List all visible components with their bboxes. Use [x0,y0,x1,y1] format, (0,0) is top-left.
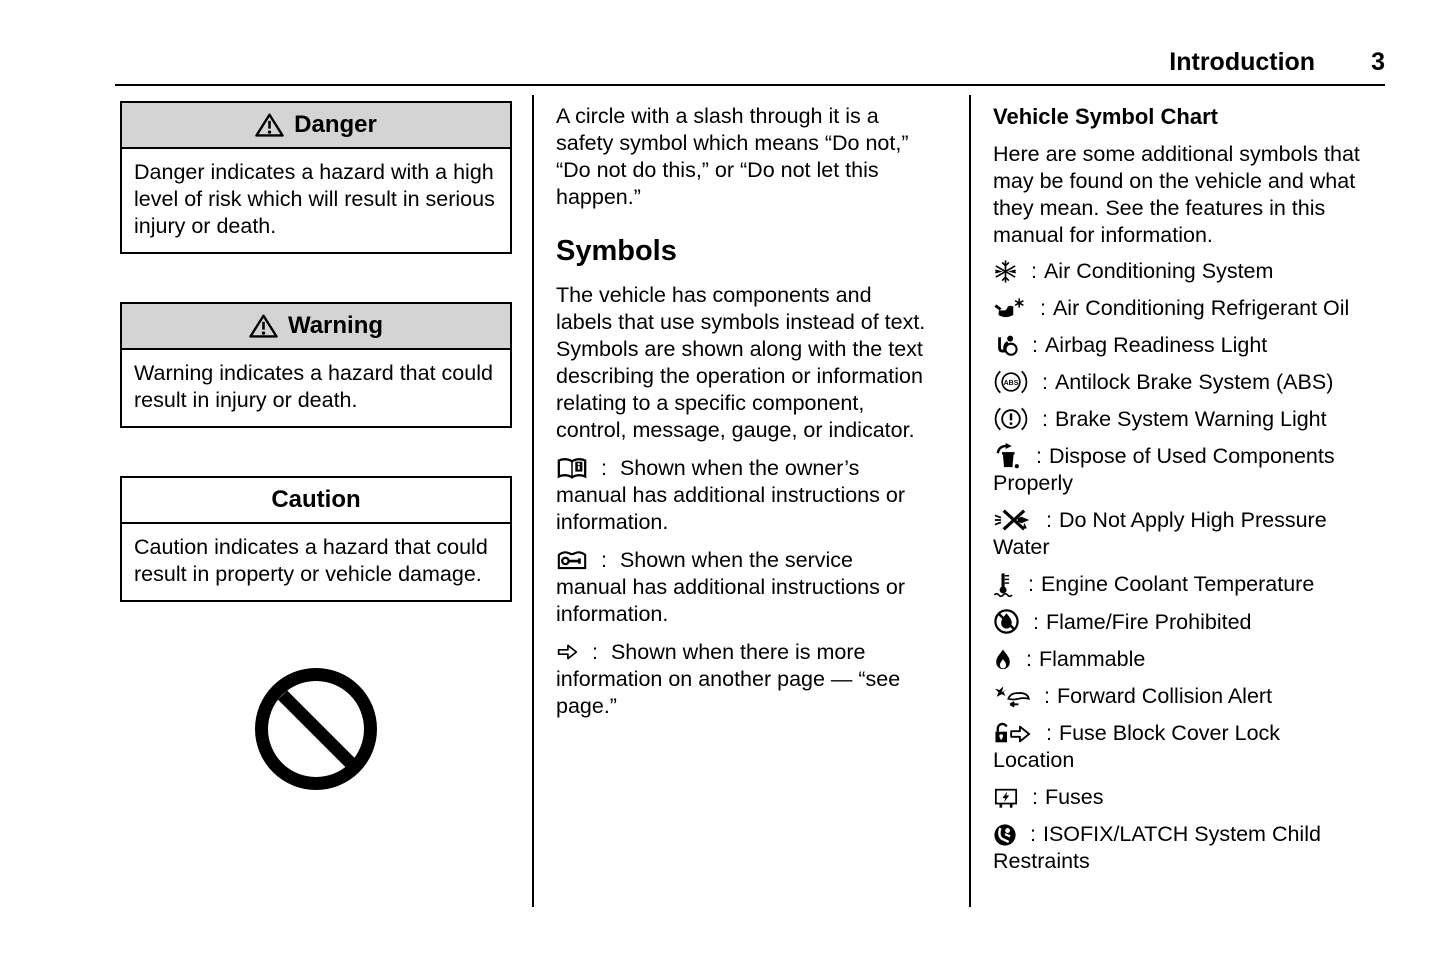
symbol-row-dispose: : Dispose of Used Components Properly [993,444,1335,495]
danger-box-header [122,103,510,149]
middle-column [556,101,926,731]
symbols-heading: Symbols [556,235,677,267]
svg-text:ABS: ABS [1003,379,1019,387]
caution-box-title: Caution [271,486,361,513]
flame-prohibited-icon [993,608,1020,635]
circle-slash-paragraph: A circle with a slash through it is a safety symbol which means “Do not,” “Do not do this,” or “Do not let this happen.” [556,104,909,209]
airbag-readiness-icon [993,334,1019,358]
symbol-label: Engine Coolant Temperature [1040,572,1315,596]
warning-triangle-icon [249,313,278,339]
symbol-row-brake-warning [993,406,1367,433]
symbol-row-flame-prohibited [993,608,1367,636]
symbol-row-ac-refrigerant-oil [993,295,1367,322]
legend-text: Shown when the service manual has additional instructions or information. [556,548,905,626]
warning-box [120,302,512,428]
symbol-label: Airbag Readiness Light [1044,333,1268,357]
warning-box-title: Warning [287,312,384,339]
symbol-label: Antilock Brake System (ABS) [1054,370,1334,394]
separator: : [1029,822,1036,846]
owner-manual-book-icon [556,456,588,481]
dispose-components-icon [993,443,1023,469]
symbol-label: Fuses [1044,785,1104,809]
separator: : [1030,259,1037,283]
separator: : [1041,407,1048,431]
symbol-row-fuse-block-lock: : Fuse Block Cover Lock Location [993,721,1281,772]
caution-box [120,476,512,602]
separator: : [1043,684,1050,708]
symbol-label: Fuse Block Cover Lock [1058,721,1281,745]
prohibition-circle-slash-icon [255,668,377,790]
separator: : [600,548,607,572]
symbol-label: Dispose of Used Components [1048,444,1335,468]
symbol-row-forward-collision [993,683,1367,710]
separator: : [1041,370,1048,394]
warning-triangle-icon [255,112,284,138]
separator: : [1027,572,1034,596]
legend-owner-manual [556,455,926,536]
right-column [993,101,1367,885]
symbol-label: Flame/Fire Prohibited [1045,610,1252,634]
symbols-description: The vehicle has components and labels that use symbols instead of text. Symbols are shown along with the text describing the operation or information relating to a specific component, control, message, gauge, or indicator. [556,283,926,442]
symbol-row-air-conditioning [993,258,1367,285]
page-reference-arrow-icon [556,642,579,662]
warning-box-body: Warning indicates a hazard that could result in injury or death. [134,361,493,412]
vehicle-symbol-chart-heading: Vehicle Symbol Chart [993,104,1218,129]
warning-box-header [122,304,510,350]
legend-text: Shown when there is more information on another page — “see page.” [556,640,901,718]
flammable-icon [993,648,1013,672]
symbol-label: Air Conditioning System [1043,259,1274,283]
service-manual-wrench-icon [556,548,588,573]
abs-icon [993,369,1029,395]
symbol-label: Brake System Warning Light [1054,407,1327,431]
danger-box [120,101,512,254]
symbol-row-airbag [993,332,1367,359]
separator: : [1045,721,1052,745]
fuse-block-lock-icon [993,722,1033,746]
separator: : [1039,296,1046,320]
danger-box-title: Danger [294,111,377,138]
caution-box-body: Caution indicates a hazard that could result in property or vehicle damage. [134,535,488,586]
brake-warning-icon [993,406,1029,432]
header-rule [115,84,1385,86]
isofix-latch-icon [993,823,1017,847]
symbol-label: Flammable [1038,647,1146,671]
symbol-label: ISOFIX/LATCH System Child [1042,822,1321,846]
separator: : [1031,333,1038,357]
page-number: 3 [1371,48,1385,76]
separator: : [1025,647,1032,671]
legend-text: Shown when the owner’s manual has additional instructions or information. [556,456,905,534]
symbol-label: Forward Collision Alert [1056,684,1273,708]
symbol-row-flammable [993,646,1367,673]
legend-page-arrow [556,639,926,720]
separator: : [600,456,607,480]
separator: : [1031,785,1038,809]
page-header [115,48,1385,77]
column-divider-left [532,95,534,907]
symbol-row-no-high-pressure-water: : Do Not Apply High Pressure Water [993,508,1327,559]
symbol-row-engine-coolant [993,571,1367,598]
legend-service-manual [556,547,926,628]
engine-coolant-temp-icon [993,571,1015,597]
fuses-icon [993,786,1019,810]
separator: : [591,640,598,664]
danger-box-body: Danger indicates a hazard with a high level of risk which will result in serious injury or death. [134,160,495,238]
vehicle-symbol-chart-intro: Here are some additional symbols that may be found on the vehicle and what they mean. See the features in this manual for information. [993,142,1360,247]
symbol-label: Air Conditioning Refrigerant Oil [1052,296,1350,320]
separator: : [1035,444,1042,468]
page-title: Introduction [1169,48,1316,76]
ac-refrigerant-oil-icon [993,297,1027,321]
separator: : [1032,610,1039,634]
separator: : [1045,508,1052,532]
symbol-row-isofix: : ISOFIX/LATCH System Child Restraints [993,822,1321,873]
symbol-row-fuses [993,784,1367,811]
symbol-row-abs [993,369,1367,396]
caution-box-header [122,478,510,524]
symbol-label: Do Not Apply High Pressure [1058,508,1327,532]
forward-collision-icon [993,683,1031,709]
column-divider-right [969,95,971,907]
left-column [120,101,512,790]
air-conditioning-icon [993,259,1018,284]
no-high-pressure-water-icon [993,507,1033,533]
